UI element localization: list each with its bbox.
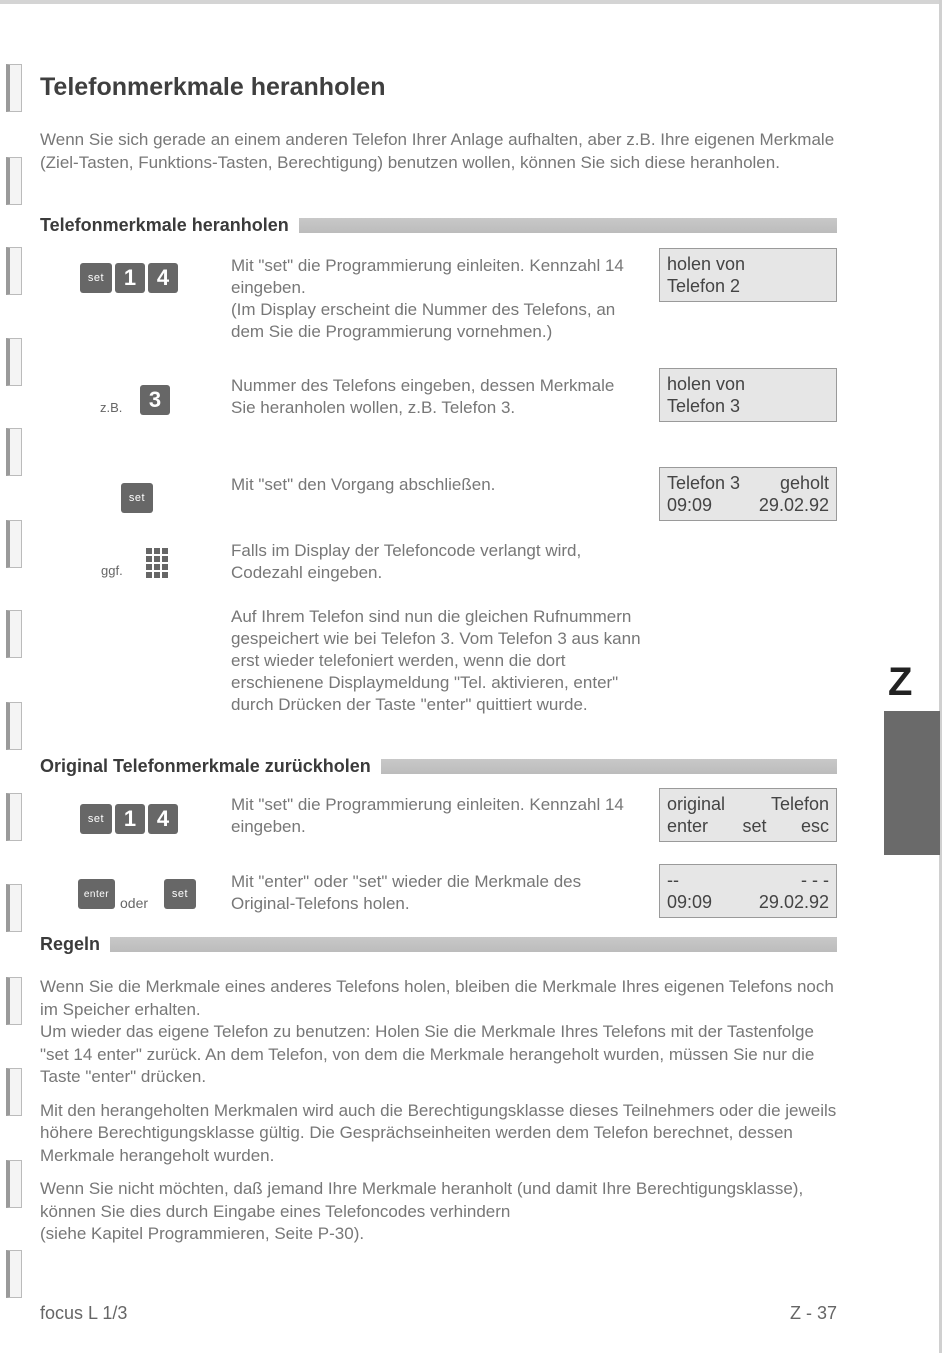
page-number: Z - 37: [790, 1303, 838, 1323]
phone-display: [659, 368, 837, 422]
display-line: holen von: [667, 254, 746, 274]
display-line: [667, 815, 829, 837]
set-key: set: [80, 263, 112, 293]
key-prefix: z.B.: [100, 400, 123, 415]
digit-4-key: 4: [148, 804, 178, 834]
section-heading-label: Regeln: [40, 933, 101, 954]
step-text: Mit "enter" oder "set" wieder die Merkmale des Original-Telefons holen.: [231, 872, 582, 913]
margin-mark: [6, 702, 22, 750]
key-connector: oder: [120, 895, 149, 911]
key-sequence: [80, 804, 178, 834]
display-cell: Telefon: [770, 794, 829, 814]
margin-mark: [6, 1250, 22, 1298]
margin-mark: [6, 1068, 22, 1116]
set-key: set: [164, 879, 196, 909]
digit-1-key: 1: [115, 804, 145, 834]
digit-1-key: 1: [115, 263, 145, 293]
display-line: Telefon 3: [667, 396, 741, 416]
display-cell: --: [667, 870, 679, 890]
phone-display: [659, 467, 837, 521]
heading-bar: [110, 937, 837, 952]
display-cell: Telefon 3: [667, 473, 741, 493]
rules-paragraph: Mit den herangeholten Merkmalen wird auch die Berechtigungsklasse dieses Teilnehmers oder die jeweils höhere Berechtigungsklasse gültig. Die Gesprächseinheiten werden dem Telefon berechnet, dessen Merkmale herangeholt wurden.: [40, 1100, 837, 1165]
margin-mark: [6, 977, 22, 1025]
intro-text: Wenn Sie sich gerade an einem anderen Telefon Ihrer Anlage aufhalten, aber z.B. Ihre eigenen Merkmale (Ziel-Tasten, Funktions-Tasten, Berechtigung) benutzen wollen, können Sie sich diese heranholen.: [40, 130, 835, 172]
set-key: set: [80, 804, 112, 834]
display-line: [667, 472, 829, 494]
margin-mark: [6, 64, 22, 112]
phone-display: [659, 248, 837, 302]
margin-mark: [6, 520, 22, 568]
margin-mark: [6, 884, 22, 932]
display-line: [667, 494, 829, 516]
display-cell: set: [742, 816, 767, 836]
step-text: Nummer des Telefons eingeben, dessen Merkmale Sie heranholen wollen, z.B. Telefon 3.: [231, 376, 615, 417]
display-cell: 09:09: [667, 495, 713, 515]
step-text: Mit "set" die Programmierung einleiten. Kennzahl 14 eingeben. (Im Display erscheint die Nummer des Telefons, an dem Sie die Programmierung vornehmen.): [231, 256, 624, 341]
chapter-tab-letter: Z: [888, 660, 913, 704]
step-text: Mit "set" die Programmierung einleiten. Kennzahl 14 eingeben.: [231, 795, 624, 836]
enter-key: enter: [78, 879, 115, 909]
rules-text: [40, 976, 840, 1246]
step-text: Mit "set" den Vorgang abschließen.: [231, 475, 496, 494]
section-heading-label: Original Telefonmerkmale zurückholen: [40, 755, 371, 776]
margin-mark: [6, 338, 22, 386]
display-cell: - - -: [801, 870, 829, 890]
phone-display: [659, 864, 837, 918]
margin-mark: [6, 247, 22, 295]
chapter-tab-bar: [884, 711, 940, 855]
keypad-icon: [146, 548, 168, 578]
heading-bar: [381, 759, 837, 774]
note-text: Auf Ihrem Telefon sind nun die gleichen Rufnummern gespeichert wie bei Telefon 3. Vom Telefon 3 aus kann erst wieder telefoniert werden, wenn die dort erschienene Displaymeldung "Tel. aktivieren, enter" durch Drücken der Taste "enter" quittiert wurde.: [231, 607, 641, 714]
section-heading: [40, 933, 837, 955]
margin-mark: [6, 428, 22, 476]
set-key: set: [121, 483, 153, 513]
rules-paragraph: Wenn Sie die Merkmale eines anderes Telefons holen, bleiben die Merkmale Ihres eigenen Telefons noch im Speicher erhalten. Um wieder das eigene Telefon zu benutzen: Holen Sie die Merkmale Ihres Telefons mit der Tastenfolge "set 14 enter" zurück. An dem Telefon, von dem die Merkmale herangeholt wurden, müssen Sie nur die Taste "enter" drücken.: [40, 977, 834, 1086]
footer-left: focus L 1/3: [40, 1303, 128, 1323]
step-text: Falls im Display der Telefoncode verlangt wird, Codezahl eingeben.: [231, 541, 582, 582]
display-line: [667, 869, 829, 891]
digit-4-key: 4: [148, 263, 178, 293]
display-line: [667, 891, 829, 913]
rules-paragraph: Wenn Sie nicht möchten, daß jemand Ihre Merkmale heranholt (und damit Ihre Berechtigungsklasse), können Sie dies durch Eingabe eines Telefoncodes verhindern (siehe Kapitel Programmieren, Seite P-30).: [40, 1179, 804, 1243]
section-heading: [40, 755, 837, 777]
display-line: [667, 793, 829, 815]
margin-mark: [6, 793, 22, 841]
page-title: Telefonmerkmale heranholen: [40, 73, 386, 101]
phone-display: [659, 788, 837, 842]
display-line: holen von: [667, 374, 746, 394]
section-heading-label: Telefonmerkmale heranholen: [40, 214, 289, 235]
heading-bar: [299, 218, 837, 233]
margin-mark: [6, 1160, 22, 1208]
key-sequence: [80, 263, 178, 293]
display-line: Telefon 2: [667, 276, 741, 296]
display-cell: esc: [800, 816, 829, 836]
section-heading: [40, 214, 837, 236]
display-cell: original: [667, 794, 726, 814]
display-cell: 29.02.92: [758, 892, 829, 912]
digit-3-key: 3: [140, 385, 170, 415]
display-cell: enter: [667, 816, 709, 836]
display-cell: 29.02.92: [758, 495, 829, 515]
key-prefix: ggf.: [101, 563, 123, 578]
margin-mark: [6, 610, 22, 658]
margin-mark: [6, 157, 22, 205]
display-cell: geholt: [779, 473, 829, 493]
display-cell: 09:09: [667, 892, 713, 912]
